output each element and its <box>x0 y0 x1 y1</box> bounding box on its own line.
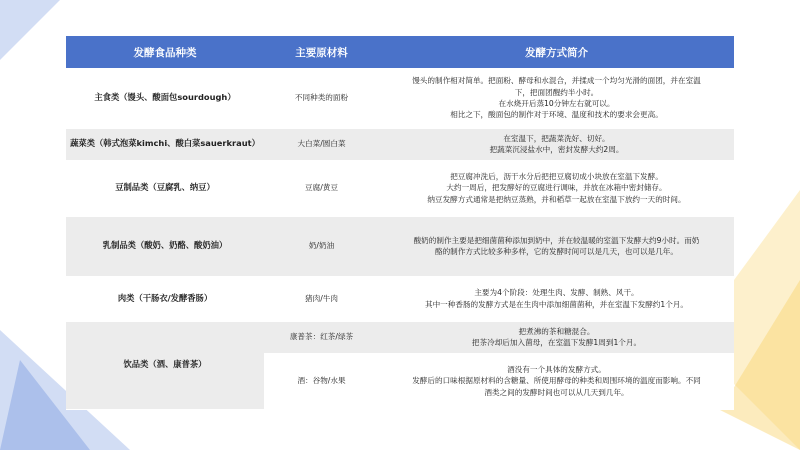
material-cell: 酒：谷物/水果 <box>264 353 379 409</box>
description-line: 下，把面团醒约半小时。 <box>514 87 599 97</box>
description-line: 酒没有一个具体的发酵方式。 <box>507 365 606 375</box>
description-cell <box>379 160 734 216</box>
food-category-cell: 乳制品类（酸奶、奶酪、酸奶油） <box>66 216 264 276</box>
material-cell: 奶/奶油 <box>264 216 379 276</box>
description-line: 大约一周后，把发酵好的豆腐进行调味，并放在冰箱中密封储存。 <box>446 183 667 193</box>
fermented-food-table <box>66 36 734 410</box>
food-category-cell: 肉类（干肠衣/发酵香肠） <box>66 276 264 321</box>
description-line: 发酵后的口味根据原材料的含糖量、所使用酵母的种类和周围环境的温度而影响。不同 <box>412 376 701 386</box>
material-cell: 大白菜/圆白菜 <box>264 128 379 160</box>
header-main-material: 主要原材料 <box>264 36 379 68</box>
description-cell <box>379 216 734 276</box>
table-row <box>66 321 734 353</box>
header-food-type: 发酵食品种类 <box>66 36 264 68</box>
description-cell <box>379 68 734 128</box>
description-line: 馒头的制作相对简单。把面粉、酵母和水混合，并揉成一个均匀光滑的面团，并在室温 <box>412 76 701 86</box>
description-line: 在室温下，把蔬菜洗好、切好。 <box>503 133 610 143</box>
description-cell <box>379 321 734 353</box>
description-line: 把煮沸的茶和糖混合。 <box>518 326 595 336</box>
food-category-cell: 豆制品类（豆腐乳、纳豆） <box>66 160 264 216</box>
table-row <box>66 68 734 128</box>
description-line: 酒类之间的发酵时间也可以从几天到几年。 <box>484 387 629 397</box>
description-line: 相比之下，酸面包的制作对于环境、温度和技术的要求会更高。 <box>450 109 663 119</box>
table-header-row <box>66 36 734 68</box>
description-cell <box>379 353 734 409</box>
description-line: 纳豆发酵方式通常是把纳豆蒸熟，并和稻草一起放在室温下放约一天的时间。 <box>427 194 686 204</box>
food-category-cell: 蔬菜类（韩式泡菜kimchi、酸白菜sauerkraut） <box>66 128 264 160</box>
description-cell <box>379 276 734 321</box>
description-cell <box>379 128 734 160</box>
table-row <box>66 160 734 216</box>
material-cell: 豆腐/黄豆 <box>264 160 379 216</box>
food-category-cell: 饮品类（酒、康普茶） <box>66 321 264 409</box>
header-fermentation-method: 发酵方式简介 <box>379 36 734 68</box>
description-line: 把茶冷却后加入菌母，在室温下发酵1周到1个月。 <box>471 338 642 347</box>
description-line: 在水烧开后蒸10分钟左右就可以。 <box>498 98 615 108</box>
food-category-cell: 主食类（馒头、酸面包sourdough） <box>66 68 264 128</box>
material-cell: 猪肉/牛肉 <box>264 276 379 321</box>
material-cell: 不同种类的面粉 <box>264 68 379 128</box>
corner-decoration-top-left <box>0 0 70 70</box>
fermented-food-table-container <box>66 36 734 410</box>
table-row <box>66 276 734 321</box>
table-row <box>66 128 734 160</box>
description-line: 把蔬菜沉浸盐水中，密封发酵大约2周。 <box>489 145 624 154</box>
description-line: 主要为4个阶段：处理生肉、发酵、制熟、风干。 <box>474 288 639 298</box>
description-line: 酪的制作方式比较多种多样，它的发酵时间可以是几天，也可以是几年。 <box>435 247 678 256</box>
material-cell: 康普茶：红茶/绿茶 <box>264 321 379 353</box>
description-line: 其中一种香肠的发酵方式是在生肉中添加细菌菌种，并在室温下发酵约1个月。 <box>424 299 688 309</box>
table-row <box>66 216 734 276</box>
description-line: 酸奶的制作主要是把细菌菌种添加到奶中，并在较温暖的室温下发酵大约9小时。而奶 <box>413 235 700 245</box>
description-line: 把豆腐冲洗后，沥干水分后把把豆腐切成小块放在室温下发酵。 <box>450 172 663 182</box>
